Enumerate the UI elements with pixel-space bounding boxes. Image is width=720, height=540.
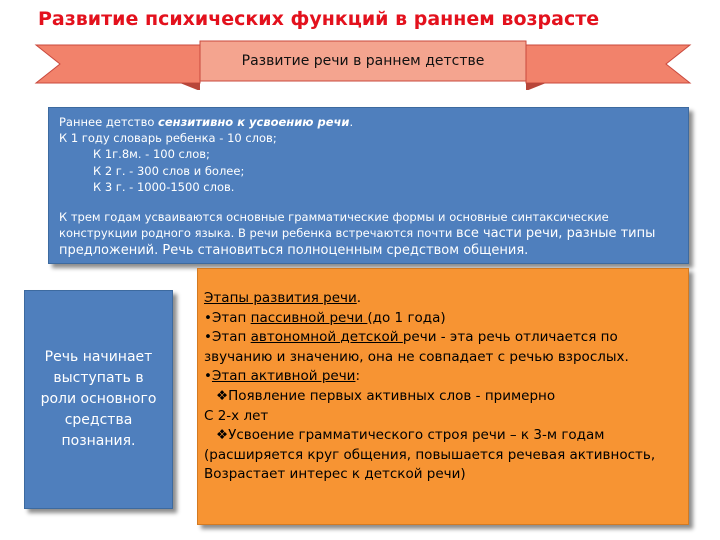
ribbon-left-tail: [36, 45, 200, 83]
stage-autonomous-prefix: Этап: [211, 329, 251, 346]
stage-autonomous-desc: речи - эта речь отличается по звучанию и значению, она не совпадает с речью взрослых.: [204, 329, 629, 365]
stage-autonomous-term: автономной детской: [250, 329, 403, 346]
first-words-text: Появление первых активных слов - примерно: [228, 387, 556, 404]
ribbon-left-fold: [180, 83, 200, 90]
stage-active-term: Этап активной речи: [211, 368, 356, 385]
stages-heading-text: Этапы развития речи: [204, 290, 357, 306]
stages-heading-period: .: [356, 290, 362, 306]
sensitivity-text: Раннее детство: [59, 115, 159, 129]
stage-passive: [204, 309, 682, 329]
diamond-bullet-icon: ❖: [216, 427, 229, 444]
grammar-text: К трем годам усваиваются основные грамматические формы и основные синтаксические конструкции родного языка. В речи ребенка встречаются почти: [59, 210, 609, 241]
sensitivity-line: [59, 114, 678, 130]
sensitivity-emphasis: сензитивно к усвоению речи: [158, 115, 350, 129]
grammar-mastery-detail: (расширяется круг общения, повышается речевая активность, Возрастает интерес к детской речи): [204, 446, 656, 483]
ribbon-right-tail: [526, 45, 690, 83]
grammar-text-large: все части речи, разные типы предложений. Речь становиться полноценным средством общения.: [59, 226, 656, 259]
bullet-icon: •: [204, 368, 212, 385]
banner-label: Развитие речи в раннем детстве: [241, 53, 485, 69]
bullet-icon: •: [204, 309, 212, 326]
first-words-item: [204, 387, 682, 407]
grammar-mastery-text: Усвоение грамматического строя речи – к 3-м годам: [228, 427, 605, 444]
grammar-mastery-item: [204, 426, 682, 446]
stage-passive-age: (до 1 года): [367, 309, 446, 326]
ribbon-right-fold: [526, 83, 546, 90]
speech-stages-box: [197, 268, 689, 525]
stage-active-colon: :: [355, 368, 361, 385]
stage-autonomous: [204, 328, 682, 367]
vocab-2-years: К 2 г. - 300 слов и более;: [93, 163, 245, 178]
stages-heading: [204, 289, 682, 309]
stage-active: [204, 367, 682, 387]
cognition-box: [24, 290, 173, 509]
first-words-age: С 2-х лет: [204, 407, 269, 424]
cognition-text: Речь начинает выступать в роли основного средства познания.: [40, 349, 157, 449]
stage-passive-prefix: Этап: [211, 309, 251, 326]
bullet-icon: •: [204, 329, 212, 346]
vocab-1-year: К 1 году словарь ребенка - 10 слов;: [59, 131, 277, 146]
speech-development-box: [48, 107, 689, 264]
page-title: Развитие психических функций в раннем возрасте: [38, 8, 600, 30]
vocab-3-years: К 3 г. - 1000-1500 слов.: [93, 179, 235, 194]
stage-passive-term: пассивной речи: [250, 309, 368, 326]
sensitivity-period: .: [349, 115, 354, 129]
vocab-1y8m: К 1г.8м. - 100 слов;: [93, 147, 210, 162]
diamond-bullet-icon: ❖: [216, 387, 229, 404]
grammar-paragraph: [59, 209, 678, 260]
